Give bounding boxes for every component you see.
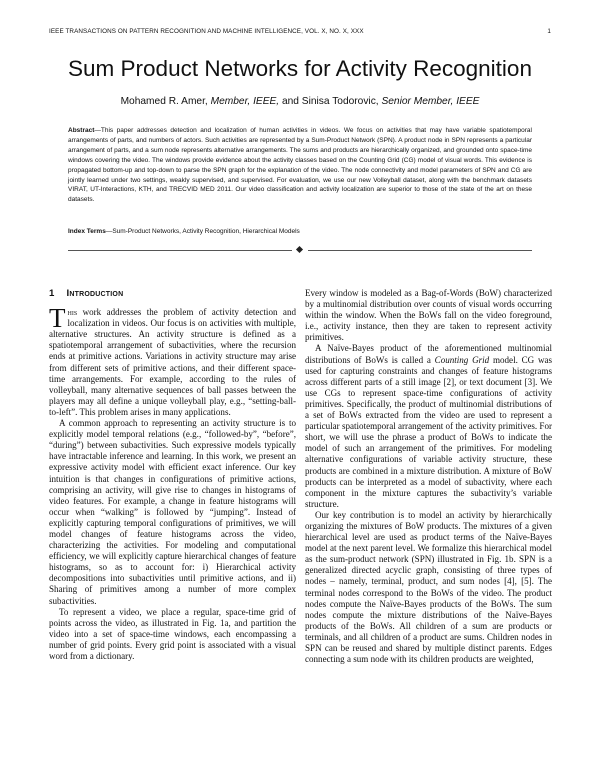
section-title: Introduction [66, 288, 124, 299]
abstract [68, 126, 532, 205]
author1-name: Mohamed R. Amer, [120, 96, 208, 107]
left-column [49, 288, 296, 662]
author2-role: Senior Member, IEEE [381, 96, 480, 107]
counting-grid-term: Counting Grid [434, 354, 490, 365]
intro-paragraph-1-text: work addresses the problem of activity detection and localization in videos. Our focus is on activities with multiple, alternative structures. An activity structure is defined as a spatiotemporal arrangement of subactivities, where the recursion ends at primitive actions. Variations in activity structure may arise from different sets of primitive actions, and their different space-time arrangements. For example, according to the rules of volleyball, many alternative sequences of ball passes between the players may all define a unique volleyball play, e.g., “setting-ball-to-left”. This problem arises in many applications. [49, 307, 296, 417]
paper-title: Sum Product Networks for Activity Recognition [68, 56, 532, 81]
drop-cap: T [49, 303, 66, 334]
author-line [0, 96, 600, 107]
lead-in-smallcaps: his [67, 307, 78, 318]
right-paragraph-3: Our key contribution is to model an activity by hierarchically organizing the mixtures of BoW products. The mixtures of a given hierarchical level are used as product terms of the Naïve-Bayes model at the next parent level. We formalize this hierarchical model as the sum-product network (SPN) illustrated in Fig. 1b. SPN is a generalized directed acyclic graph, consisting of three types of nodes – namely, terminal, product, and sum nodes [4], [5]. The terminal nodes correspond to the BoWs of the video. The product nodes compute the Naïve-Bayes products of the BoWs. The sum nodes compute the mixture distributions of the Naïve-Bayes products of the BoWs. All children of a sum are products or terminals, and all children of a product are sums. Children nodes in SPN can be reused and shared by multiple distinct parents. Edges connecting a sum node with its children products are weighted, [305, 509, 552, 665]
intro-paragraph-2: A common approach to representing an activity structure is to explicitly model temporal relations (e.g., “followed-by”, “before”, “during”) between subactivities. Such expressive models typically have intractable inference and learning. In this work, we present an expressive activity model with efficient exact inference. Our key intuition is that changes in configurations of primitive actions, comprising an activity, will give rise to changes in histograms of video features. For example, a change in feature histograms will occur when “walking” is followed by “jumping”. Instead of explicitly capturing temporal configurations of primitives, we will model changes of feature histograms across the video, characterizing the activities. For modeling and computational efficiency, we will explicitly capture hierarchical changes of feature histograms, so as to account for: i) Hierarchical activity decompositions into subactivities until primitive actions, and ii) Sharing of primitives among a number of more complex subactivities. [49, 418, 296, 606]
section-heading [49, 288, 296, 299]
separator-rule-right [308, 250, 532, 251]
right-paragraph-2 [305, 343, 552, 509]
section-number: 1 [49, 288, 55, 299]
intro-paragraph-1 [49, 303, 296, 418]
right-column [305, 288, 552, 665]
author1-role: Member, IEEE, [210, 96, 280, 107]
abstract-text: —This paper addresses detection and localization of human activities in videos. We focus on activities that may have variable spatiotemporal arrangements of parts, and numbers of actors. Such activities are represented by a Sum-Product Network (SPN). A product node in SPN represents a particular arrangement of parts, and a sum node represents alternative arrangements. The sums and products are hierarchically organized, and grounded onto space-time windows covering the video. The windows provide evidence about the activity classes based on the Counting Grid (CG) model of visual words. This evidence is propagated bottom-up and top-down to parse the SPN graph for the explanation of the video. The node connectivity and model parameters of SPN and CG are jointly learned under two settings, weakly supervised, and supervised. For evaluation, we use our new Volleyball dataset, along with the benchmark datasets VIRAT, UT-Interactions, KTH, and TRECVID MED 2011. Our video classification and activity localization are superior to those of the state of the art on these datasets. [68, 127, 532, 204]
diamond-icon [296, 246, 303, 253]
journal-header: IEEE TRANSACTIONS ON PATTERN RECOGNITION AND MACHINE INTELLIGENCE, VOL. X, NO. X, XXX [49, 28, 364, 35]
section-separator [68, 246, 532, 256]
index-terms [68, 227, 532, 237]
running-header [49, 28, 551, 35]
index-terms-label: Index Terms [68, 228, 106, 235]
intro-paragraph-3: To represent a video, we place a regular, space-time grid of points across the video, as illustrated in Fig. 1a, and partition the video into a set of space-time windows, each encompassing a number of grid points. Every grid point is associated with a visual word from a dictionary. [49, 606, 296, 661]
right-paragraph-2-a: A Naïve-Bayes product of the aforementioned multinomial distributions of BoWs is called a [305, 343, 552, 365]
separator-rule-left [68, 250, 292, 251]
right-paragraph-1: Every window is modeled as a Bag-of-Words (BoW) characterized by a multinomial distribution over counts of visual words occurring within the window. When the BoWs fall on the video foreground, i.e., activity instance, then they are taken to represent activity primitives. [305, 288, 552, 343]
right-paragraph-2-b: model. CG was used for capturing constraints and changes of feature histograms across different parts of a still image [2], or text document [3]. We use CGs to represent space-time configurations of activity primitives. Specifically, the product of multinomial distributions of a set of BoWs extracted from the video are used to represent a particular spatiotemporal arrangement of the activity primitives. For short, we will use the phrase a product of BoWs to indicate the model of such an arrangement of the primitives. For modeling alternative configurations of variable activity structure, these products are combined in a mixture distribution. A mixture of BoW products can be interpreted as a model of subactivity, where each component in the mixture captures the subactivity’s variable structure. [305, 354, 553, 509]
abstract-label: Abstract [68, 127, 95, 134]
author2-name: and Sinisa Todorovic, [281, 96, 379, 107]
index-terms-text: —Sum-Product Networks, Activity Recognition, Hierarchical Models [105, 228, 300, 235]
page-number: 1 [547, 28, 551, 35]
